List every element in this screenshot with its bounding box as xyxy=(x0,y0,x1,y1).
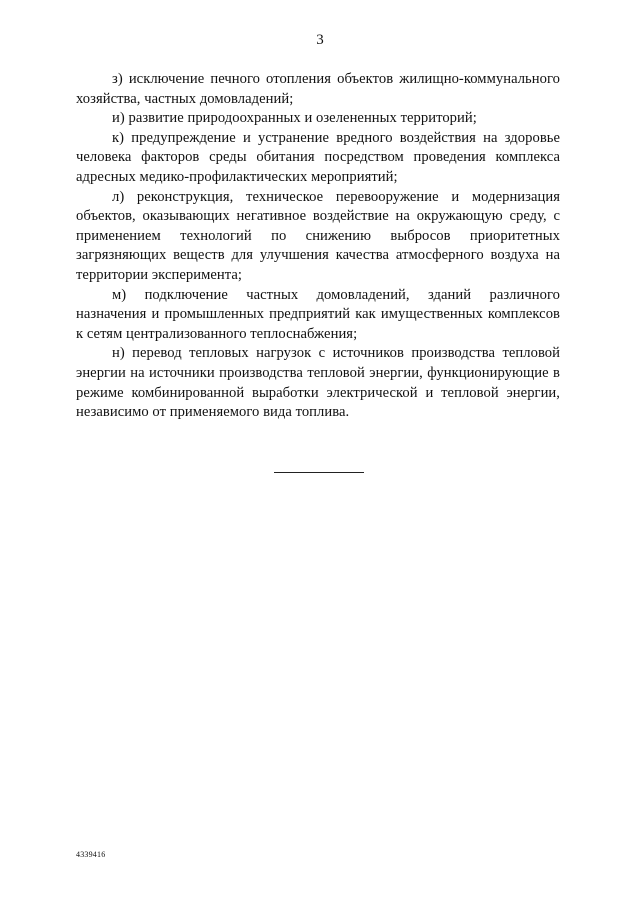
list-item-m: м) подключение частных домовладений, зданий различного назначения и промышленных предприятий как имущественных комплексов к сетям централизованного теплоснабжения; xyxy=(76,286,560,342)
list-item-z: з) исключение печного отопления объектов жилищно-коммунального хозяйства, частных домовладений; xyxy=(76,71,560,107)
list-item-i: и) развитие природоохранных и озелененных территорий; xyxy=(112,110,477,127)
end-divider xyxy=(274,472,364,473)
page-number: 3 xyxy=(316,32,324,48)
list-item-n: н) перевод тепловых нагрузок с источников производства тепловой энергии на источники производства тепловой энергии, функционирующие в режиме комбинированной выработки электрической и тепловой энергии, независимо от применяемого вида топлива. xyxy=(76,345,560,421)
document-code: 4339416 xyxy=(76,850,106,859)
document-body xyxy=(76,70,560,423)
list-item-k: к) предупреждение и устранение вредного воздействия на здоровье человека факторов среды обитания посредством проведения комплекса адресных медико-профилактических мероприятий; xyxy=(76,129,560,185)
list-item-l: л) реконструкция, техническое перевооружение и модернизация объектов, оказывающих негативное воздействие на окружающую среду, с применением технологий по снижению выбросов приоритетных загрязняющих веществ для улучшения качества атмосферного воздуха на территории эксперимента; xyxy=(76,188,560,283)
